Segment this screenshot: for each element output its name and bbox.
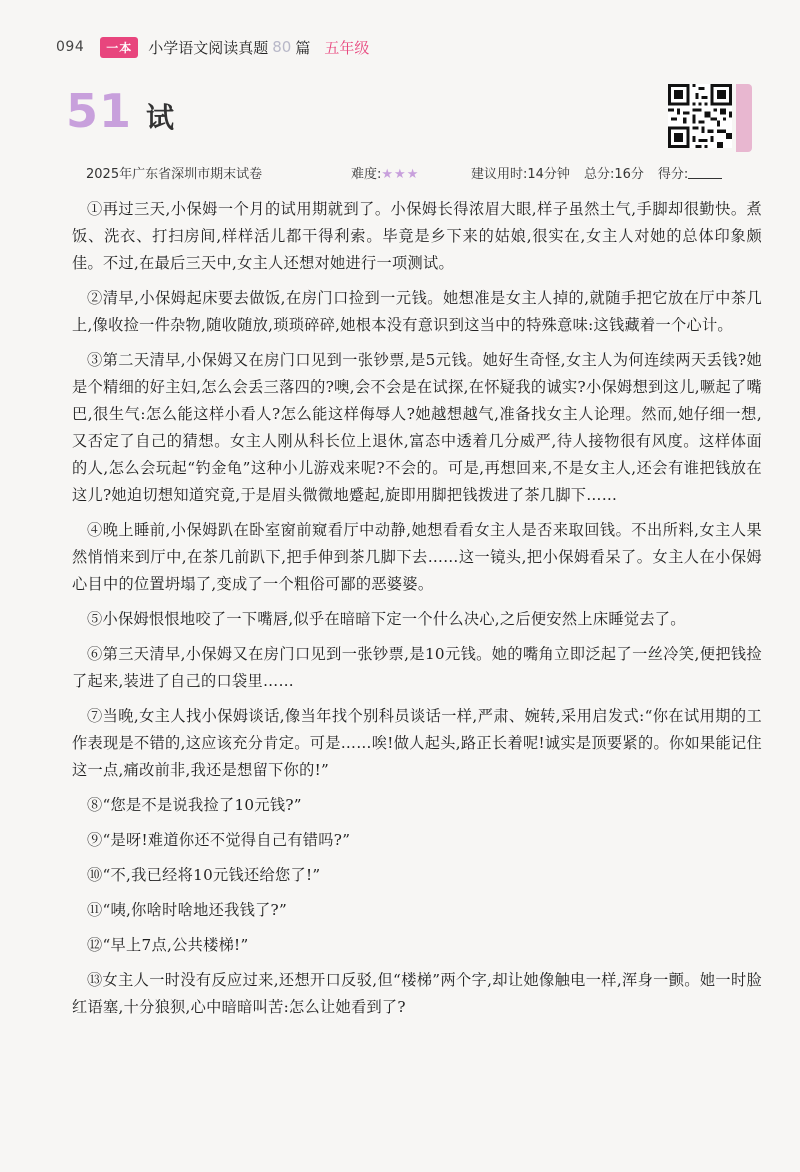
lesson-heading bbox=[66, 84, 174, 138]
score-label: 得分: bbox=[657, 167, 689, 182]
paragraph-12: ⑫“早上7点,公共楼梯!” bbox=[87, 936, 249, 954]
suggested-time: 建议用时:14分钟 bbox=[471, 167, 570, 182]
qr-side-tab bbox=[736, 84, 752, 152]
score-blank[interactable] bbox=[688, 166, 722, 179]
book-count: 80 bbox=[272, 38, 292, 56]
book-title: 小学语文阅读真题 bbox=[148, 38, 269, 57]
paragraph-6: ⑥第三天清早,小保姆又在房门口见到一张钞票,是10元钱。她的嘴角立即泛起了一丝冷笑,便把钱捡了起来,装进了自己的口袋里…… bbox=[72, 645, 762, 690]
lesson-number: 51 bbox=[66, 84, 133, 138]
exam-source: 2025年广东省深圳市期末试卷 bbox=[86, 167, 263, 182]
paragraph-11: ⑪“咦,你啥时啥地还我钱了?” bbox=[87, 901, 288, 919]
grade-label: 五年级 bbox=[324, 38, 370, 57]
difficulty-label: 难度: bbox=[351, 167, 382, 182]
paragraph-3: ③第二天清早,小保姆又在房门口见到一张钞票,是5元钱。她好生奇怪,女主人为何连续两天丢钱?她是个精细的好主妇,怎么会丢三落四的?噢,会不会是在试探,在怀疑我的诚实?小保姆想到这儿,噘起了嘴巴,很生气:怎么能这样小看人?怎么能这样侮辱人?她越想越气,准备找女主人论理。然而,她仔细一想,又否定了自己的猜想。女主人刚从科长位上退休,富态中透着几分威严,待人接物很有风度。这样体面的人,怎么会玩起“钓金龟”这种小儿游戏来呢?不会的。可是,再想回来,不是女主人,还会有谁把钱放在这儿?她迫切想知道究竟,于是眉头微微地蹙起,旋即用脚把钱拨进了茶几脚下…… bbox=[72, 351, 762, 504]
paragraph-9: ⑨“是呀!难道你还不觉得自己有错吗?” bbox=[87, 831, 351, 849]
qr-code-icon[interactable] bbox=[668, 84, 732, 148]
difficulty-stars-icon: ★★★ bbox=[381, 167, 420, 182]
page-number: 094 bbox=[56, 39, 85, 55]
book-unit: 篇 bbox=[295, 38, 311, 57]
difficulty bbox=[351, 163, 471, 182]
paragraph-8: ⑧“您是不是说我捡了10元钱?” bbox=[87, 796, 302, 814]
paragraph-10: ⑩“不,我已经将10元钱还给您了!” bbox=[87, 866, 321, 884]
total-score: 总分:16分 bbox=[583, 167, 644, 182]
exercise-info-bar bbox=[86, 163, 776, 182]
brand-logo: 一本 bbox=[100, 37, 138, 58]
paragraph-13: ⑬女主人一时没有反应过来,还想开口反驳,但“楼梯”两个字,却让她像触电一样,浑身一颤。她一时脸红语塞,十分狼狈,心中暗暗叫苦:怎么让她看到了? bbox=[72, 971, 762, 1016]
paragraph-7: ⑦当晚,女主人找小保姆谈话,像当年找个别科员谈话一样,严肃、婉转,采用启发式:“你在试用期的工作表现是不错的,这应该充分肯定。可是……唉!做人起头,路正长着呢!诚实是顶要紧的。你如果能记住这一点,痛改前非,我还是想留下你的!” bbox=[72, 707, 762, 779]
lesson-title: 试 bbox=[146, 101, 175, 134]
paragraph-4: ④晚上睡前,小保姆趴在卧室窗前窥看厅中动静,她想看看女主人是否来取回钱。不出所料,女主人果然悄悄来到厅中,在茶几前趴下,把手伸到茶几脚下去……这一镜头,把小保姆看呆了。女主人在小保姆心目中的位置坍塌了,变成了一个粗俗可鄙的恶婆婆。 bbox=[72, 521, 762, 593]
reading-passage bbox=[72, 196, 762, 1029]
paragraph-2: ②清早,小保姆起床要去做饭,在房门口捡到一元钱。她想准是女主人掉的,就随手把它放在厅中茶几上,像收捡一件杂物,随收随放,琐琐碎碎,她根本没有意识到这当中的特殊意味:这钱藏着一个心计。 bbox=[72, 289, 762, 334]
paragraph-5: ⑤小保姆恨恨地咬了一下嘴唇,似乎在暗暗下定一个什么决心,之后便安然上床睡觉去了。 bbox=[87, 610, 686, 628]
page-header bbox=[56, 36, 369, 58]
paragraph-1: ①再过三天,小保姆一个月的试用期就到了。小保姆长得浓眉大眼,样子虽然土气,手脚却很勤快。煮饭、洗衣、打扫房间,样样活儿都干得利索。毕竟是乡下来的姑娘,很实在,女主人对她的总体印象颇佳。不过,在最后三天中,女主人还想对她进行一项测试。 bbox=[72, 200, 762, 272]
